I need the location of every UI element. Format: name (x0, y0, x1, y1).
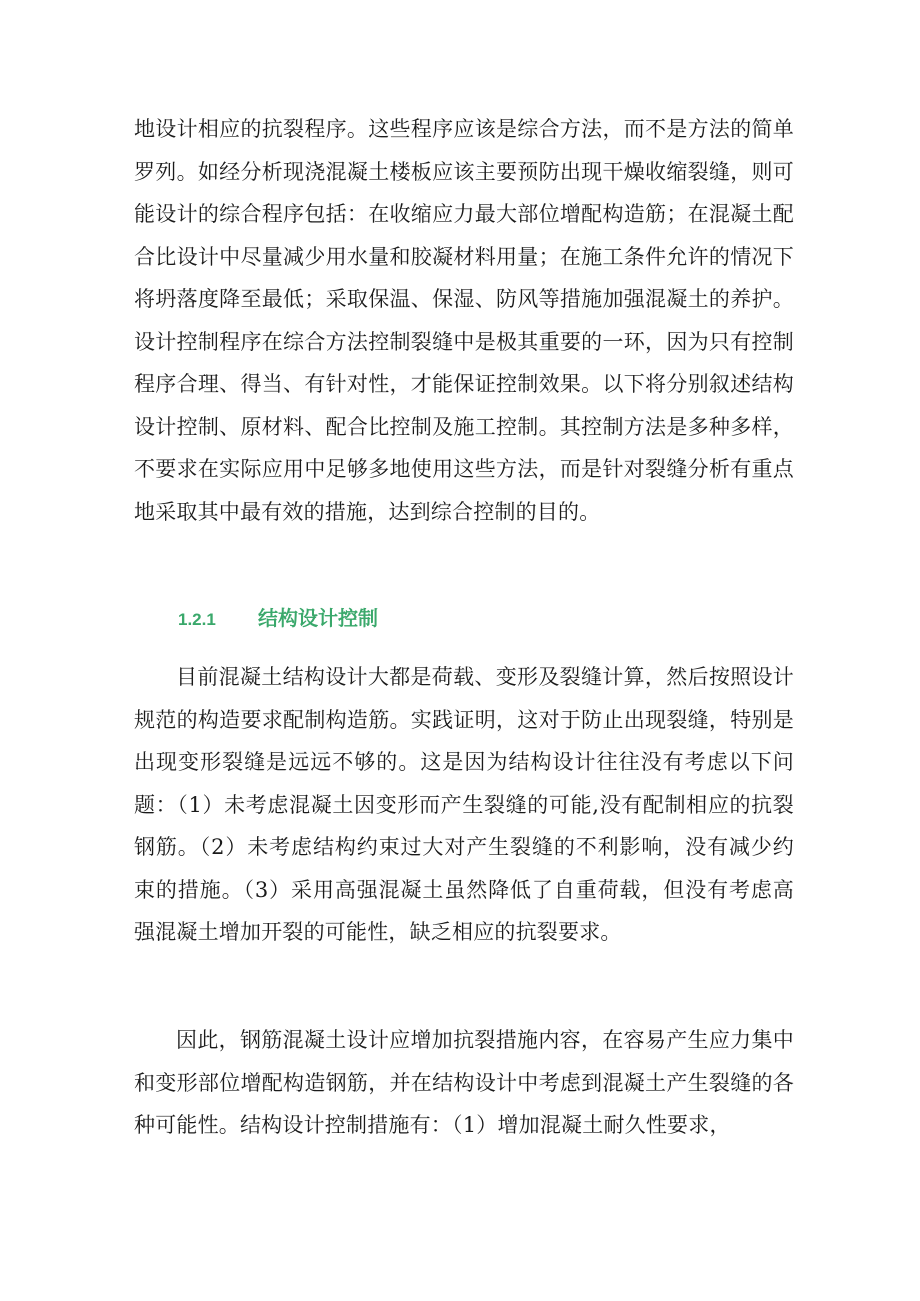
section-number: 1.2.1 (178, 610, 216, 629)
body-paragraph: 因此，钢筋混凝土设计应增加抗裂措施内容，在容易产生应力集中和变形部位增配构造钢筋，并在结构设计中考虑到混凝土产生裂缝的各种可能性。结构设计控制措施有：（1）增加混凝土耐久性要求， (134, 1028, 794, 1137)
body-paragraph: 地设计相应的抗裂程序。这些程序应该是综合方法，而不是方法的简单罗列。如经分析现浇混凝土楼板应该主要预防出现干燥收缩裂缝，则可能设计的综合程序包括：在收缩应力最大部位增配构造筋；在混凝土配合比设计中尽量减少用水量和胶凝材料用量；在施工条件允许的情况下将坍落度降至最低；采取保温、保湿、防风等措施加强混凝土的养护。设计控制程序在综合方法控制裂缝中是极其重要的一环，因为只有控制程序合理、得当、有针对性，才能保证控制效果。以下将分别叙述结构设计控制、原材料、配合比控制及施工控制。其控制方法是多种多样，不要求在实际应用中足够多地使用这些方法，而是针对裂缝分析有重点地采取其中最有效的措施，达到综合控制的目的。 (134, 117, 794, 524)
section-heading (178, 602, 378, 631)
section-title: 结构设计控制 (258, 606, 378, 630)
body-paragraph: 目前混凝土结构设计大都是荷载、变形及裂缝计算，然后按照设计规范的构造要求配制构造筋。实践证明，这对于防止出现裂缝，特别是出现变形裂缝是远远不够的。这是因为结构设计往往没有考虑以下问题：（1）未考虑混凝土因变形而产生裂缝的可能,没有配制相应的抗裂钢筋。（2）未考虑结构约束过大对产生裂缝的不利影响，没有减少约束的措施。（3）采用高强混凝土虽然降低了自重荷载，但没有考虑高强混凝土增加开裂的可能性，缺乏相应的抗裂要求。 (134, 665, 794, 944)
